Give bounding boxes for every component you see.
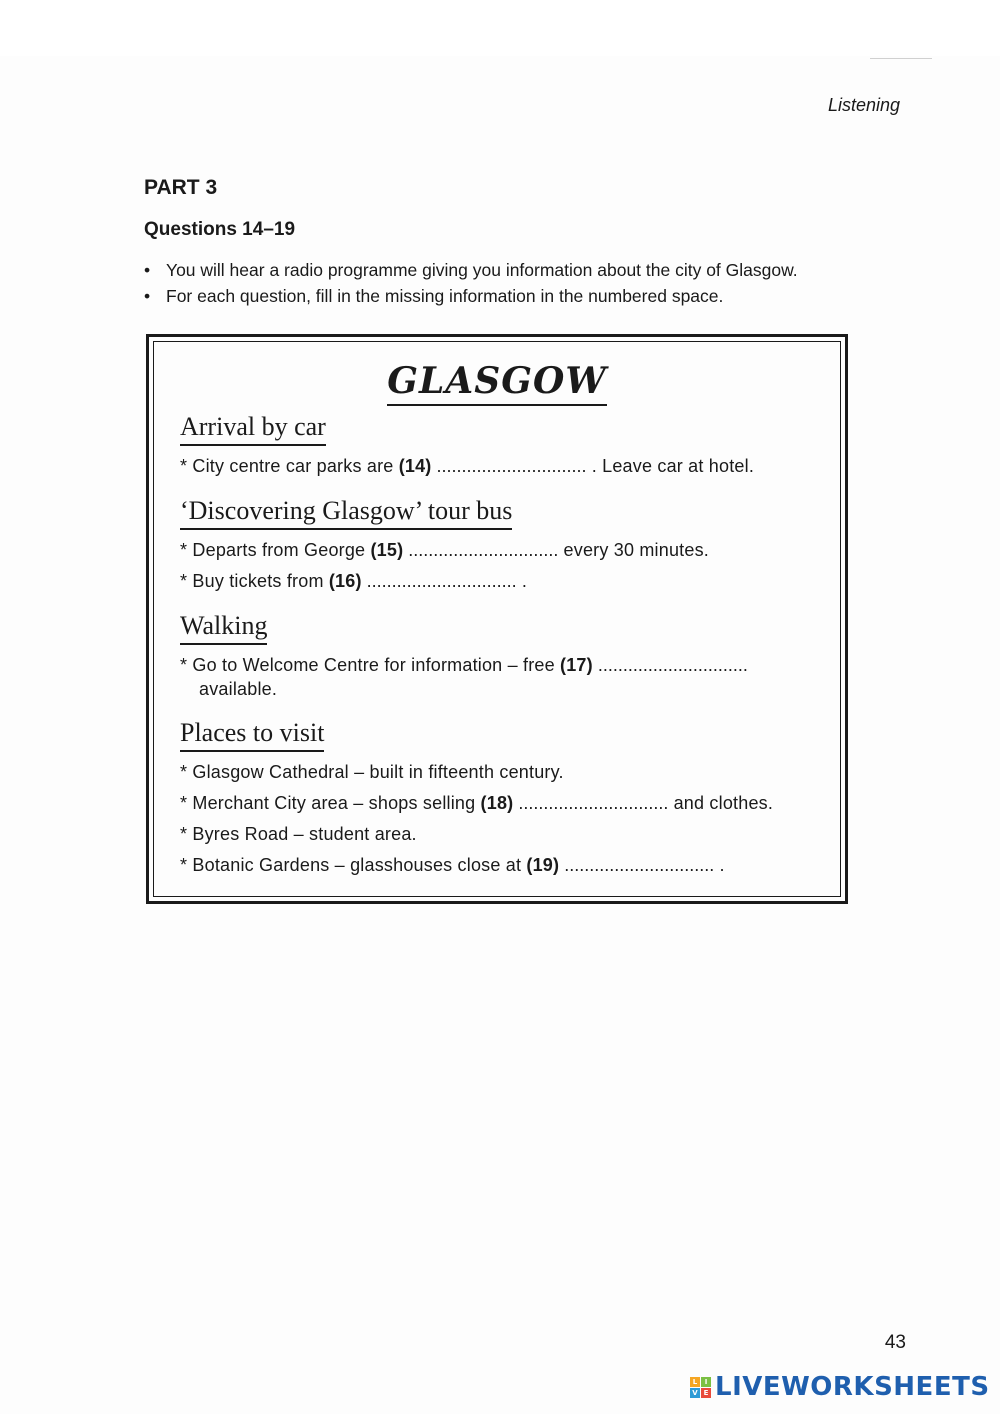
- notes-form-inner-border: [153, 341, 841, 897]
- answer-gap-14[interactable]: ..............................: [431, 456, 587, 476]
- question-number: (17): [560, 655, 593, 675]
- answer-gap-16[interactable]: ..............................: [361, 571, 517, 591]
- instruction-item: • You will hear a radio programme giving you information about the city of Glasgow.: [144, 257, 798, 283]
- section-heading-walking: Walking: [180, 611, 267, 645]
- answer-gap-18[interactable]: ..............................: [513, 793, 669, 813]
- question-line-17: * Go to Welcome Centre for information – free (17) ..............................: [180, 655, 748, 675]
- liveworksheets-logo-icon: L I V E: [690, 1377, 711, 1398]
- bullet-icon: •: [144, 286, 151, 306]
- page-number: 43: [884, 1332, 906, 1353]
- info-line-cathedral: * Glasgow Cathedral – built in fifteenth century.: [180, 762, 564, 782]
- answer-gap-17[interactable]: ..............................: [592, 655, 748, 675]
- section-heading-places: Places to visit: [180, 718, 324, 752]
- running-head: Listening: [827, 95, 900, 115]
- answer-gap-19[interactable]: ..............................: [559, 855, 715, 875]
- page-top-margin: [0, 0, 1000, 56]
- question-line-14: * City centre car parks are (14) .............................. . Leave car at hotel.: [180, 456, 755, 476]
- instruction-item: • For each question, fill in the missing information in the numbered space.: [144, 283, 798, 309]
- instructions-list: [144, 257, 798, 309]
- liveworksheets-brand: [690, 1372, 990, 1402]
- bullet-icon: •: [144, 260, 151, 280]
- question-line-19: * Botanic Gardens – glasshouses close at (19) .............................. .: [180, 855, 725, 875]
- info-line-byres-road: * Byres Road – student area.: [180, 824, 417, 844]
- question-line-17-continuation: available.: [199, 679, 278, 699]
- question-line-18: * Merchant City area – shops selling (18) .............................. and clothes.: [180, 793, 774, 813]
- question-line-16: * Buy tickets from (16) .............................. .: [180, 571, 528, 591]
- question-number: (14): [398, 456, 432, 476]
- section-heading-arrival: Arrival by car: [180, 412, 326, 446]
- question-number: (18): [480, 793, 514, 813]
- top-rule: [870, 58, 932, 59]
- answer-gap-15[interactable]: ..............................: [403, 540, 559, 560]
- question-number: (19): [526, 855, 560, 875]
- part-title: PART 3: [144, 176, 218, 199]
- section-heading-tour-bus: ‘Discovering Glasgow’ tour bus: [180, 496, 512, 530]
- question-line-15: * Departs from George (15) .............................. every 30 minutes.: [180, 540, 709, 560]
- form-title: GLASGOW: [154, 360, 840, 406]
- notes-form: [146, 334, 848, 904]
- brand-name: LIVEWORKSHEETS: [715, 1372, 990, 1402]
- question-number: (15): [370, 540, 404, 560]
- questions-heading: Questions 14–19: [144, 219, 296, 240]
- question-number: (16): [328, 571, 362, 591]
